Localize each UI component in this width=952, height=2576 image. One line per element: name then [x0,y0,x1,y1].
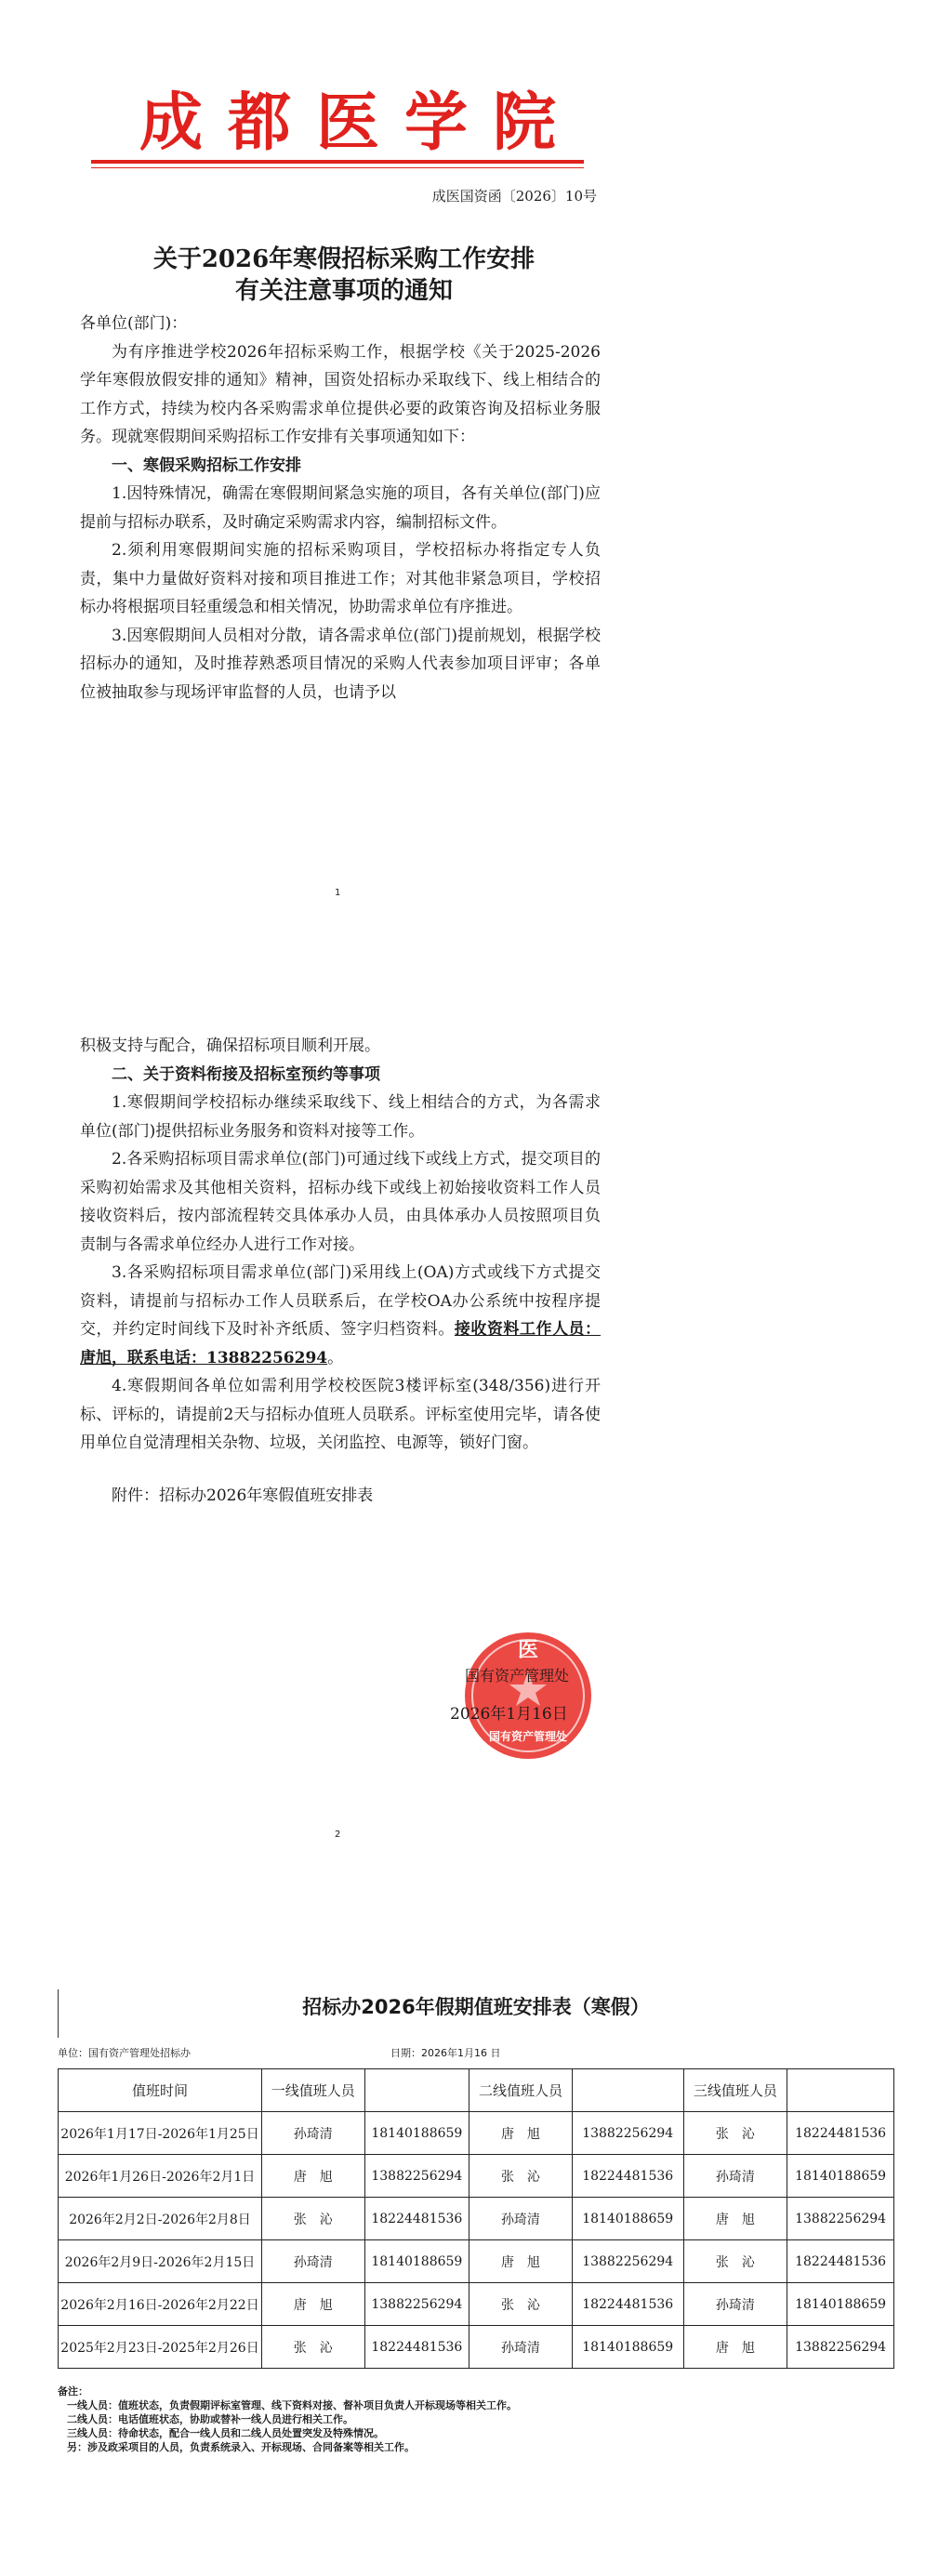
header-third-line: 三线值班人员 [683,2069,787,2112]
cell-name: 孙琦清 [262,2240,365,2283]
cell-name: 张 沁 [262,2326,365,2369]
cell-phone: 13882256294 [787,2326,894,2369]
cell-name: 张 沁 [469,2283,573,2326]
cell-name: 张 沁 [683,2240,787,2283]
annex-title: 招标办2026年假期值班安排表（寒假） [302,1996,650,2018]
section2-item2: 2.各采购招标项目需求单位(部门)可通过线下或线上方式，提交项目的采购初始需求及其他相关资料，招标办线下或线上初始接收资料工作人员接收资料后，按内部流程转交具体承办人员，由具体承办人员按照项目负责制与各需求单位经办人进行工作对接。 [80,1150,601,1254]
header-period: 值班时间 [59,2069,262,2112]
seal-bottom-text: 国有资产管理处 [488,1730,568,1743]
cell-phone: 18140188659 [572,2198,683,2240]
table-row [59,2112,894,2155]
letterhead-char: 医 [316,86,380,160]
cell-name: 孙琦清 [683,2283,787,2326]
table-row [59,2155,894,2198]
cell-phone: 18140188659 [787,2155,894,2198]
cell-name: 孙琦清 [683,2155,787,2198]
note-item: 二线人员：电话值班状态，协助或替补一线人员进行相关工作。 [67,2413,353,2425]
cell-period: 2026年1月17日-2026年1月25日 [59,2112,262,2155]
cell-phone: 13882256294 [572,2112,683,2155]
letterhead-char: 都 [228,86,292,160]
annex-notes [58,2384,517,2454]
notice-title-line1: 关于2026年寒假招标采购工作安排 [152,245,536,273]
note-item: 一线人员：值班状态，负责假期评标室管理、线下资料对接、督补项目负责人开标现场等相关工作。 [67,2399,517,2411]
attachment-line: 附件：招标办2026年寒假值班安排表 [112,1486,374,1505]
letterhead-rule [91,160,584,164]
signature-unit: 国有资产管理处 [465,1667,570,1684]
notice-title-line2: 有关注意事项的通知 [234,277,453,305]
annex-date: 日期：2026年1月16 日 [390,2047,501,2059]
cell-name: 张 沁 [262,2198,365,2240]
seal-top-char: 医 [517,1639,539,1662]
cell-name: 张 沁 [683,2112,787,2155]
section2-item4: 4.寒假期间各单位如需利用学校校医院3楼评标室(348/356)进行开标、评标的，请提前2天与招标办值班人员联系。评标室使用完毕，请各使用单位自觉清理相关杂物、垃圾，关闭监控、电源等，锁好门窗。 [80,1377,601,1452]
cell-phone: 18140188659 [364,2240,469,2283]
note-item: 三线人员：待命状态，配合一线人员和二线人员处置突发及特殊情况。 [67,2427,384,2439]
section1-item3-part1: 3.因寒假期间人员相对分散，请各需求单位(部门)提前规划，根据学校招标办的通知，及时推荐熟悉项目情况的采购人代表参加项目评审；各单位被抽取参与现场评审监督的人员，也请予以 [80,626,601,702]
cell-name: 唐 旭 [469,2240,573,2283]
intro-paragraph: 为有序推进学校2026年招标采购工作，根据学校《关于2025-2026学年寒假放假安排的通知》精神，国资处招标办采取线下、线上相结合的工作方式，持续为校内各采购需求单位提供必要的政策咨询及招标业务服务。现就寒假期间采购招标工作安排有关事项通知如下： [80,342,601,446]
cell-name: 唐 旭 [262,2155,365,2198]
header-second-line: 二线值班人员 [469,2069,573,2112]
section2-item3-text: 3.各采购招标项目需求单位(部门)采用线上(OA)方式或线下方式提交资料，请提前与招标办工作人员联系后，在学校OA办公系统中按程序提交，并约定时间线下及时补齐纸质、签字归档资料。 [80,1263,601,1339]
page-number-1: 1 [335,888,341,898]
notes-label: 备注： [58,2385,88,2398]
section1-heading: 一、寒假采购招标工作安排 [112,456,301,475]
cell-name: 孙琦清 [262,2112,365,2155]
cell-name: 孙琦清 [469,2198,573,2240]
section1-item2: 2.须利用寒假期间实施的招标采购项目，学校招标办将指定专人负责，集中力量做好资料对接和项目推进工作；对其他非紧急项目，学校招标办将根据项目轻重缓急和相关情况，协助需求单位有序推进。 [80,541,601,616]
cell-phone: 18224481536 [364,2198,469,2240]
cell-period: 2026年2月9日-2026年2月15日 [59,2240,262,2283]
table-row [59,2240,894,2283]
cell-phone: 18224481536 [572,2283,683,2326]
letterhead-char: 成 [139,86,204,160]
cell-name: 唐 旭 [683,2198,787,2240]
cell-period: 2026年1月26日-2026年2月1日 [59,2155,262,2198]
header-first-line: 一线值班人员 [262,2069,365,2112]
cell-phone: 13882256294 [364,2283,469,2326]
signature-date: 2026年1月16日 [450,1705,568,1724]
letterhead-char: 学 [404,86,469,160]
cell-phone: 18224481536 [572,2155,683,2198]
note-item: 另：涉及政采项目的人员，负责系统录入、开标现场、合同备案等相关工作。 [67,2441,415,2453]
page1-body [80,310,601,707]
cell-name: 张 沁 [469,2155,573,2198]
section1-item3-part2: 积极支持与配合，确保招标项目顺利开展。 [80,1037,380,1055]
section2-item3 [80,1259,601,1372]
section1-item1: 1.因特殊情况，确需在寒假期间紧急实施的项目，各有关单位(部门)应提前与招标办联系，及时确定采购需求内容，编制招标文件。 [80,484,601,532]
section2-item1: 1.寒假期间学校招标办继续采取线下、线上相结合的方式，为各需求单位(部门)提供招标业务服务和资料对接等工作。 [80,1093,601,1141]
table-row [59,2326,894,2369]
cell-phone: 18140188659 [572,2326,683,2369]
table-header-row [59,2069,894,2112]
cell-name: 唐 旭 [469,2112,573,2155]
cell-name: 唐 旭 [683,2326,787,2369]
cell-period: 2026年2月16日-2026年2月22日 [59,2283,262,2326]
salutation: 各单位(部门)： [80,314,188,333]
cell-period: 2025年2月23日-2025年2月26日 [59,2326,262,2369]
letterhead-char: 院 [493,86,557,160]
cell-phone: 18224481536 [787,2240,894,2283]
cell-phone: 13882256294 [364,2155,469,2198]
section2-heading: 二、关于资料衔接及招标室预约等事项 [112,1064,380,1084]
table-row [59,2283,894,2326]
official-seal-icon [459,1627,597,1764]
document-number: 成医国资函〔2026〕10号 [431,188,597,205]
table-row [59,2198,894,2240]
contact-person: 接收资料工作人员：唐旭，联系电话：13882256294 [80,1320,602,1367]
annex-unit: 单位：国有资产管理处招标办 [58,2047,191,2059]
cell-name: 孙琦清 [469,2326,573,2369]
cell-name: 唐 旭 [262,2283,365,2326]
cell-phone: 13882256294 [787,2198,894,2240]
cell-phone: 18140188659 [787,2283,894,2326]
letterhead-rule-thin [91,167,584,168]
cell-phone: 18224481536 [364,2326,469,2369]
page2-body [80,1032,601,1510]
cell-phone: 18140188659 [364,2112,469,2155]
duty-table [58,2068,894,2369]
page-number-2: 2 [335,1830,341,1840]
cell-phone: 13882256294 [572,2240,683,2283]
cell-period: 2026年2月2日-2026年2月8日 [59,2198,262,2240]
cell-phone: 18224481536 [787,2112,894,2155]
section2-item3-end: 。 [327,1348,344,1367]
